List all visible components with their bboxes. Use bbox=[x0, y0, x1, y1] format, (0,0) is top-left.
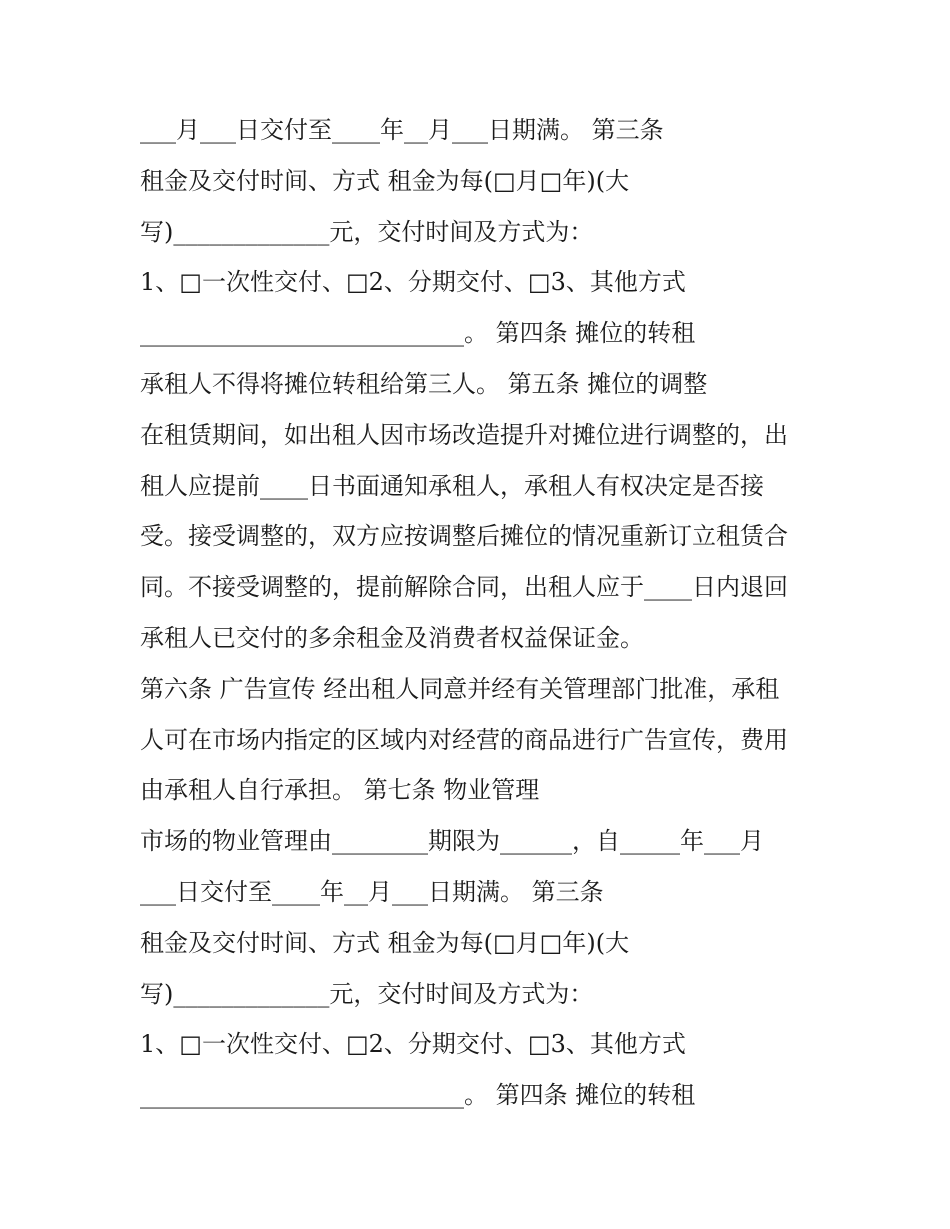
text-line: ___日交付至____年__月___日期满。 第三条 bbox=[140, 878, 604, 906]
text-line: 写)_____________元，交付时间及方式为： bbox=[140, 980, 594, 1008]
text-line: 承租人已交付的多余租金及消费者权益保证金。 bbox=[140, 624, 644, 652]
text-line: 第六条 广告宣传 经出租人同意并经有关管理部门批准，承租 bbox=[140, 675, 780, 703]
text-line: 承租人不得将摊位转租给第三人。 第五条 摊位的调整 bbox=[140, 370, 708, 398]
text-line: 1、□一次性交付、□2、分期交付、□3、其他方式 bbox=[140, 1030, 686, 1058]
text-line: 受。接受调整的，双方应按调整后摊位的情况重新订立租赁合 bbox=[140, 522, 788, 550]
text-line: 写)_____________元，交付时间及方式为： bbox=[140, 218, 594, 246]
text-line: ___________________________。 第四条 摊位的转租 bbox=[140, 1081, 696, 1109]
text-line: 同。不接受调整的，提前解除合同，出租人应于____日内退回 bbox=[140, 573, 788, 601]
text-line: 由承租人自行承担。 第七条 物业管理 bbox=[140, 776, 540, 804]
text-line: ___________________________。 第四条 摊位的转租 bbox=[140, 319, 696, 347]
text-line: 人可在市场内指定的区域内对经营的商品进行广告宣传，费用 bbox=[140, 726, 788, 754]
text-line: 租金及交付时间、方式 租金为每(□月□年)(大 bbox=[140, 167, 630, 195]
text-line: ___月___日交付至____年__月___日期满。 第三条 bbox=[140, 116, 664, 144]
text-line: 市场的物业管理由________期限为______，自_____年___月 bbox=[140, 827, 764, 855]
text-line: 1、□一次性交付、□2、分期交付、□3、其他方式 bbox=[140, 268, 686, 296]
text-line: 租人应提前____日书面通知承租人，承租人有权决定是否接 bbox=[140, 472, 764, 500]
text-line: 在租赁期间，如出租人因市场改造提升对摊位进行调整的，出 bbox=[140, 421, 788, 449]
text-line: 租金及交付时间、方式 租金为每(□月□年)(大 bbox=[140, 929, 630, 957]
